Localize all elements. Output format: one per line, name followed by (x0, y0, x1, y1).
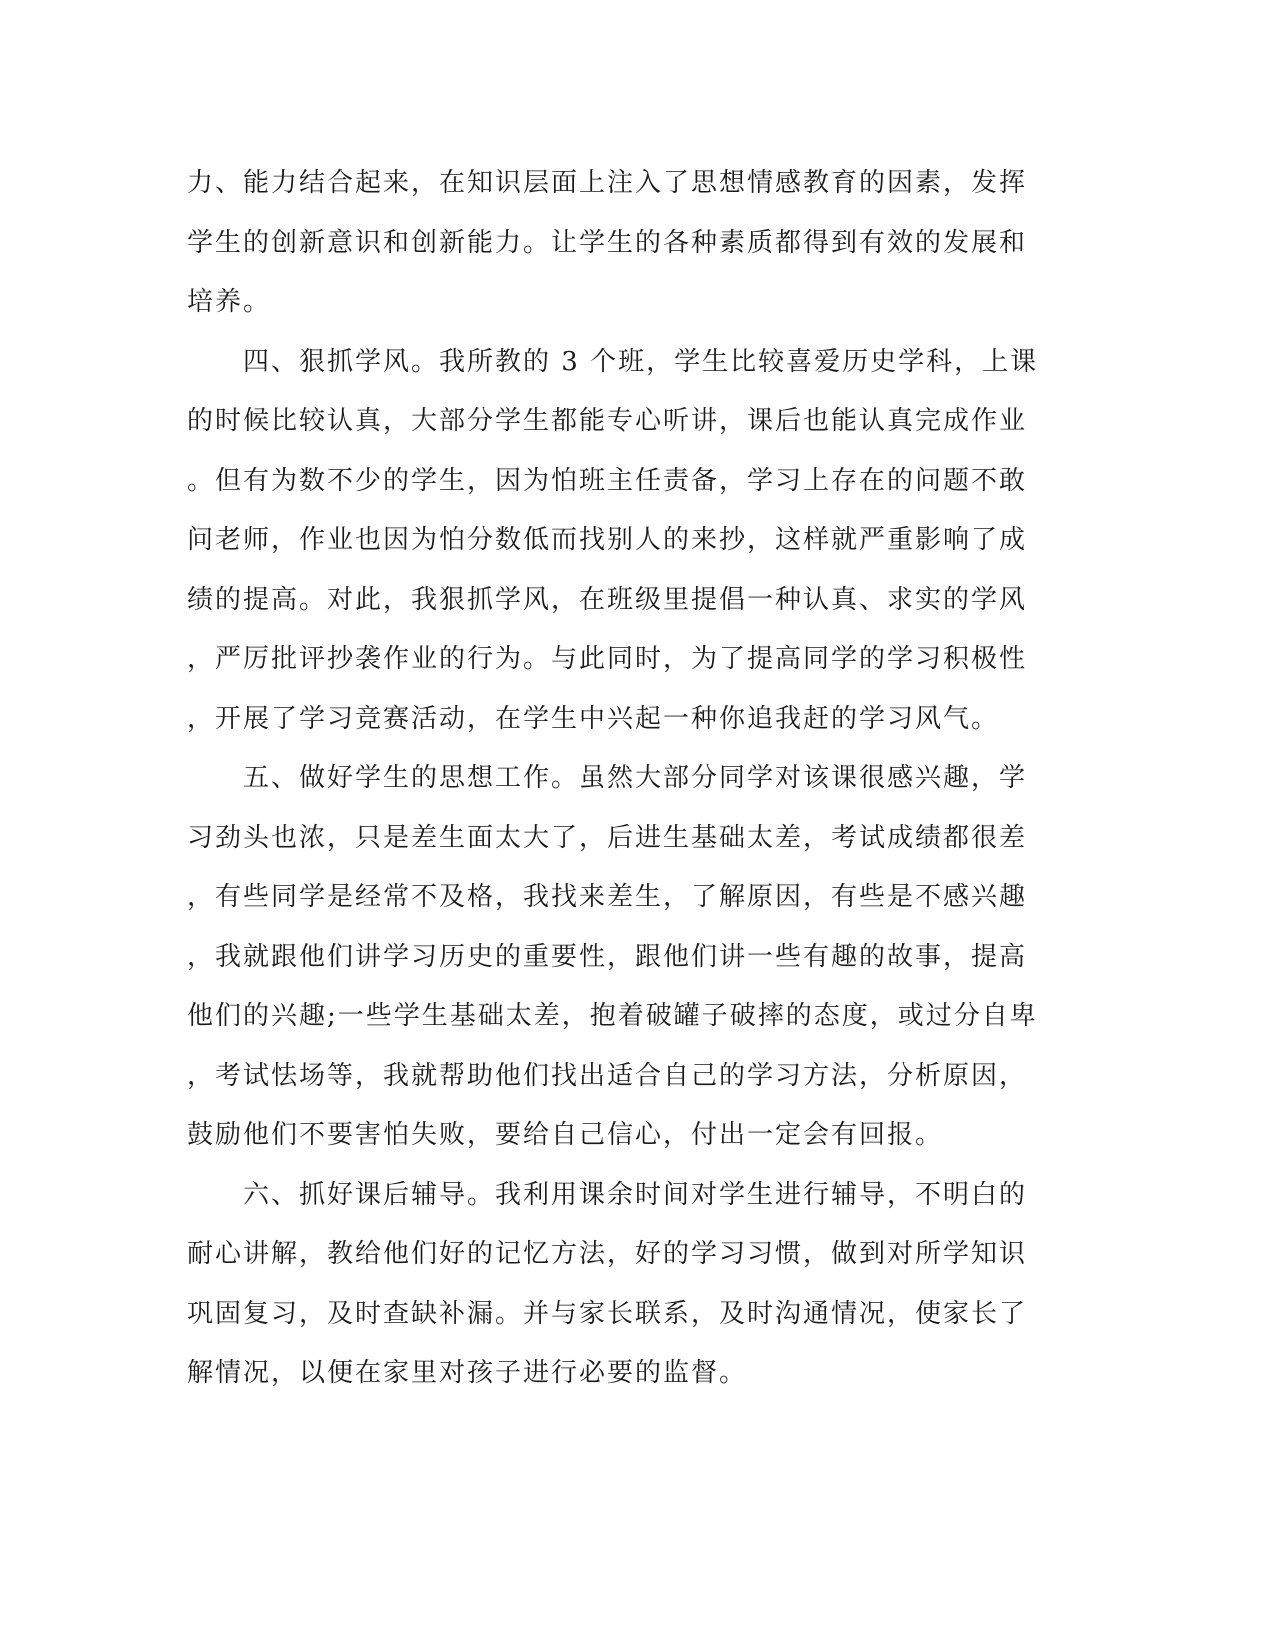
text-line: ，有些同学是经常不及格，我找来差生，了解原因，有些是不感兴趣 (187, 882, 1028, 912)
text-line: ，考试怯场等，我就帮助他们找出适合自己的学习方法，分析原因， (187, 1060, 1028, 1091)
paragraph-start-line: 五、做好学生的思想工作。虽然大部分同学对该课很感兴趣，学 (187, 763, 1028, 793)
paragraph-start-line: 六、抓好课后辅导。我利用课余时间对学生进行辅导，不明白的 (187, 1179, 1028, 1210)
paragraph-start-line: 四、狠抓学风。我所教的 3 个班，学生比较喜爱历史学科，上课 (187, 346, 1039, 377)
text-line: ，严厉批评抄袭作业的行为。与此同时，为了提高同学的学习积极性 (187, 644, 1028, 674)
text-line: 解情况，以便在家里对孩子进行必要的监督。 (187, 1358, 748, 1388)
text-line: 学生的创新意识和创新能力。让学生的各种素质都得到有效的发展和 (187, 227, 1028, 258)
text-line: 巩固复习，及时查缺补漏。并与家长联系，及时沟通情况，使家长了 (187, 1298, 1028, 1329)
body-text (187, 163, 1067, 1413)
text-line: 问老师，作业也因为怕分数低而找别人的来抄，这样就严重影响了成 (187, 525, 1028, 555)
text-line: 鼓励他们不要害怕失败，要给自己信心，付出一定会有回报。 (187, 1120, 944, 1150)
text-line: 耐心讲解，教给他们好的记忆方法，好的学习习惯，做到对所学知识 (187, 1239, 1028, 1269)
text-line: 的时候比较认真，大部分学生都能专心听讲，课后也能认真完成作业 (187, 406, 1028, 436)
text-line: ，开展了学习竞赛活动，在学生中兴起一种你追我赶的学习风气。 (187, 703, 1000, 734)
text-line: 。但有为数不少的学生，因为怕班主任责备，学习上存在的问题不敢 (187, 465, 1028, 496)
text-line: 习劲头也浓，只是差生面太大了，后进生基础太差，考试成绩都很差 (187, 822, 1028, 853)
text-line: ，我就跟他们讲学习历史的重要性，跟他们讲一些有趣的故事，提高 (187, 941, 1028, 972)
text-line: 力、能力结合起来，在知识层面上注入了思想情感教育的因素，发挥 (187, 168, 1028, 198)
text-line: 培养。 (187, 287, 272, 317)
text-line: 他们的兴趣;一些学生基础太差，抱着破罐子破摔的态度，或过分自卑 (187, 1001, 1038, 1031)
text-line: 绩的提高。对此，我狠抓学风，在班级里提倡一种认真、求实的学风 (187, 584, 1028, 615)
